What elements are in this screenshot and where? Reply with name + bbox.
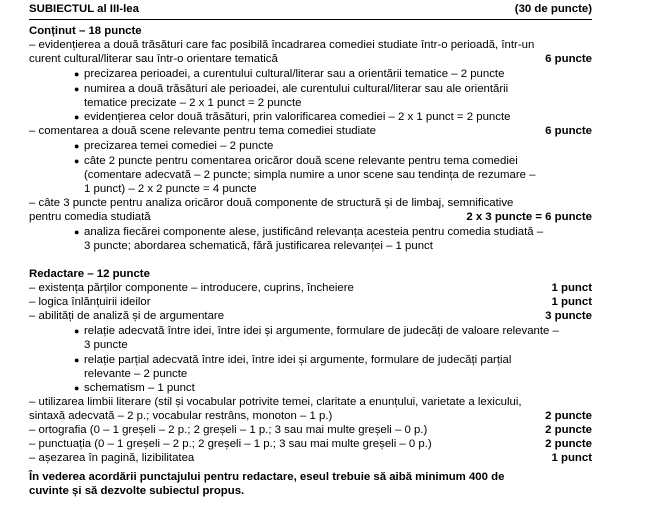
- bullet-item: ● precizarea temei comediei – 2 puncte: [74, 140, 274, 152]
- criterion-line: – logica înlănțuirii ideilor 1 punct: [29, 296, 592, 308]
- bullet-item: ● schematism – 1 punct: [74, 382, 195, 394]
- bullet-icon: ●: [74, 141, 80, 151]
- criterion-line: pentru comedia studiată 2 x 3 puncte = 6 puncte: [29, 211, 592, 223]
- bullet-icon: ●: [74, 84, 80, 94]
- criterion-line: – abilități de analiză și de argumentare 3 puncte: [29, 310, 592, 322]
- criterion-points: 2 puncte: [545, 438, 592, 450]
- bullet-continuation: (comentare adecvată – 2 puncte; simpla numire a unor scene sau tendința de rezumare –: [84, 169, 536, 181]
- bullet-item: ● analiza fiecărei componente alese, justificând relevanța acesteia pentru comedia studiată –: [74, 226, 544, 238]
- bullet-icon: ●: [74, 355, 80, 365]
- criterion-line: – câte 3 puncte pentru analiza oricăror două componente de structură și de limbaj, semnificative: [29, 197, 514, 209]
- bullet-item: ● numirea a două trăsături ale perioadei, ale curentului cultural/literar sau ale orientării: [74, 83, 509, 95]
- criterion-line: – comentarea a două scene relevante pentru tema comediei studiate 6 puncte: [29, 125, 592, 137]
- criterion-points: 1 punct: [551, 452, 592, 464]
- criterion-line: curent cultural/literar sau într-o orientare tematică 6 puncte: [29, 53, 592, 65]
- criterion-points: 3 puncte: [545, 310, 592, 322]
- bullet-continuation: tematice precizate – 2 x 1 punct = 2 puncte: [84, 97, 302, 109]
- bullet-icon: ●: [74, 383, 80, 393]
- bullet-continuation: 3 puncte: [84, 339, 128, 351]
- bullet-item: ● câte 2 puncte pentru comentarea oricăror două scene relevante pentru tema comediei: [74, 155, 518, 167]
- footer-note: În vederea acordării punctajului pentru redactare, eseul trebuie să aibă minimum 400 de: [29, 471, 505, 483]
- bullet-continuation: relevante – 2 puncte: [84, 368, 188, 380]
- bullet-item: ● relație adecvată între idei, între idei și argumente, formulare de judecăți de valoare relevante –: [74, 325, 559, 337]
- section-header: [29, 3, 592, 20]
- criterion-points: 2 puncte: [545, 410, 592, 422]
- criterion-points: 6 puncte: [545, 53, 592, 65]
- criterion-points: 6 puncte: [545, 125, 592, 137]
- criterion-line: – așezarea în pagină, lizibilitatea 1 punct: [29, 452, 592, 464]
- bullet-item: ● precizarea perioadei, a curentului cultural/literar sau a orientării tematice – 2 puncte: [74, 68, 505, 80]
- bullet-icon: ●: [74, 156, 80, 166]
- criterion-points: 1 punct: [551, 296, 592, 308]
- criterion-points: 1 punct: [551, 282, 592, 294]
- bullet-icon: ●: [74, 326, 80, 336]
- criterion-points: 2 x 3 puncte = 6 puncte: [466, 211, 592, 223]
- criterion-points: 2 puncte: [545, 424, 592, 436]
- criterion-line: – utilizarea limbii literare (stil și vocabular potrivite temei, claritate a enunțului, varietate a lexicului,: [29, 396, 522, 408]
- criterion-line: – existența părților componente – introducere, cuprins, încheiere 1 punct: [29, 282, 592, 294]
- bullet-item: ● relație parțial adecvată între idei, între idei și argumente, formulare de judecăți parțial: [74, 354, 512, 366]
- section-title: SUBIECTUL al III-lea: [29, 3, 139, 15]
- bullet-icon: ●: [74, 69, 80, 79]
- bullet-continuation: 1 punct) – 2 x 2 puncte = 4 puncte: [84, 183, 257, 195]
- content-heading: Conținut – 18 puncte: [29, 25, 142, 37]
- footer-note: cuvinte și să dezvolte subiectul propus.: [29, 485, 245, 497]
- criterion-line: – ortografia (0 – 1 greșeli – 2 p.; 2 greșeli – 1 p.; 3 sau mai multe greșeli – 0 p.) 2 puncte: [29, 424, 592, 436]
- criterion-line: sintaxă adecvată – 2 p.; vocabular restrâns, monoton – 1 p.) 2 puncte: [29, 410, 592, 422]
- criterion-line: – evidențierea a două trăsături care fac posibilă încadrarea comediei studiate într-o perioadă, într-un: [29, 39, 535, 51]
- section-points: (30 de puncte): [514, 3, 592, 15]
- bullet-item: ● evidențierea celor două trăsături, prin valorificarea comediei – 2 x 1 punct = 2 puncte: [74, 111, 511, 123]
- bullet-continuation: 3 puncte; abordarea schematică, fără justificarea relevanței – 1 punct: [84, 240, 433, 252]
- criterion-line: – punctuația (0 – 1 greșeli – 2 p.; 2 greșeli – 1 p.; 3 sau mai multe greșeli – 0 p.) 2 puncte: [29, 438, 592, 450]
- bullet-icon: ●: [74, 227, 80, 237]
- writing-heading: Redactare – 12 puncte: [29, 268, 150, 280]
- bullet-icon: ●: [74, 112, 80, 122]
